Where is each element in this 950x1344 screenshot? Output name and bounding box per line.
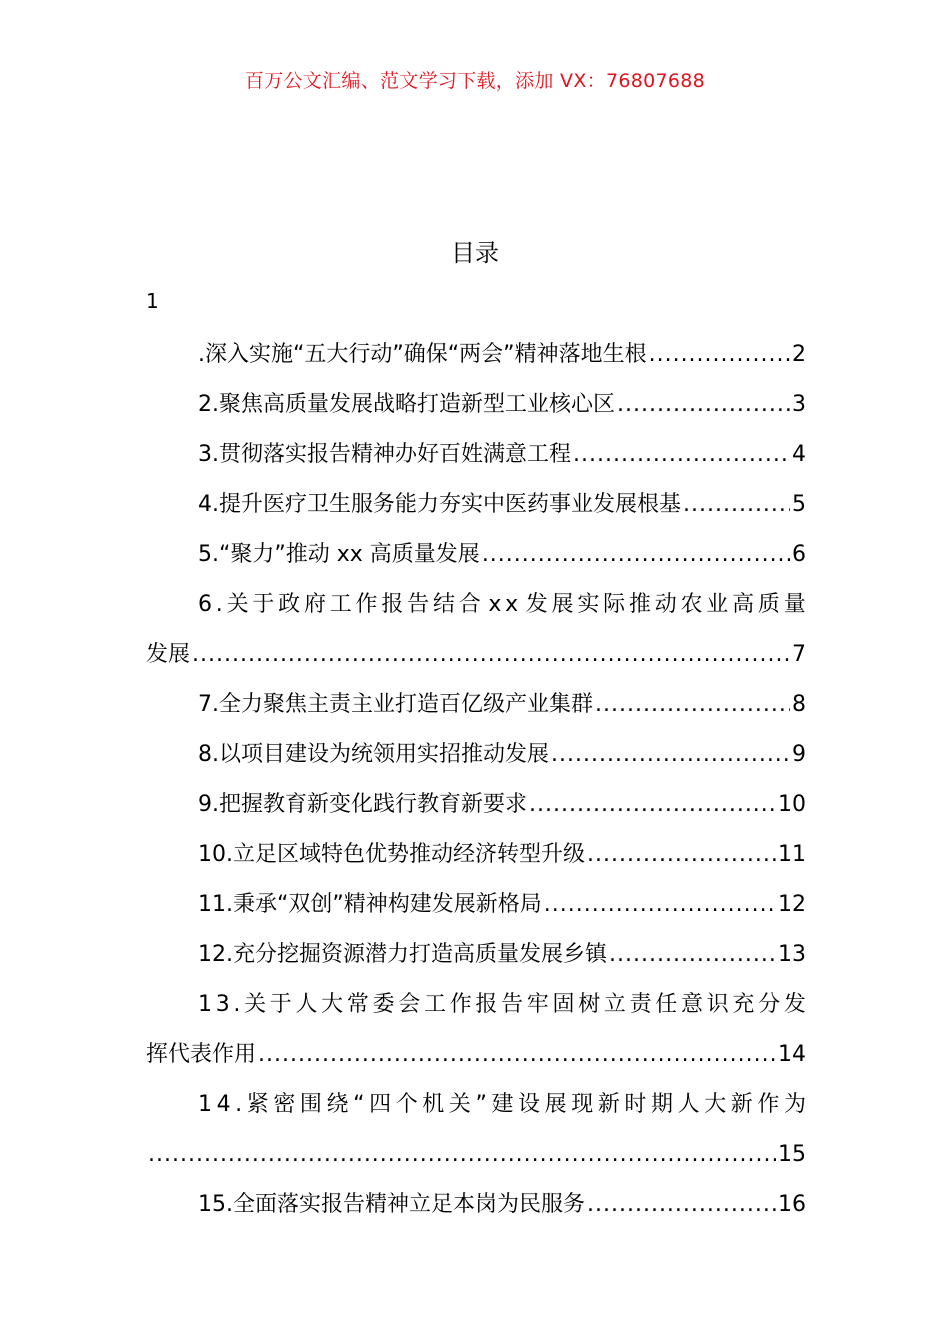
- toc-entry[interactable]: [146, 780, 806, 830]
- toc-entry-line: [146, 630, 806, 680]
- toc-entry-line: [146, 1130, 806, 1180]
- toc-entry-text: 8.以项目建设为统领用实招推动发展: [198, 742, 549, 767]
- toc-entry[interactable]: [146, 930, 806, 980]
- toc-entry-text-continued: 挥代表作用: [146, 1042, 257, 1067]
- toc-dot-leader: [587, 1180, 776, 1230]
- toc-entry[interactable]: [146, 380, 806, 430]
- toc-dot-leader: [544, 880, 776, 930]
- toc-entry-line: [146, 1030, 806, 1080]
- toc-entry-line: [146, 430, 806, 480]
- toc-entry-line: [146, 1180, 806, 1230]
- toc-entry-text: 12.充分挖掘资源潜力打造高质量发展乡镇: [198, 942, 607, 967]
- toc-entry-page: 16: [778, 1192, 806, 1217]
- toc-dot-leader: [482, 530, 790, 580]
- toc-title: 目录: [451, 239, 499, 267]
- toc-entry-line: [146, 530, 806, 580]
- toc-entry-line: [146, 680, 806, 730]
- toc-entry-page: 3: [792, 392, 806, 417]
- toc-entry-text: .深入实施“五大行动”确保“两会”精神落地生根: [198, 342, 647, 367]
- toc-entry-line: [146, 1080, 806, 1130]
- toc-entry-page: 5: [792, 492, 806, 517]
- toc-entry-line: [146, 930, 806, 980]
- toc-dot-leader: [609, 930, 776, 980]
- toc-entry[interactable]: [146, 880, 806, 930]
- toc-lead-number: 1: [146, 289, 159, 313]
- toc-entry[interactable]: [146, 1080, 806, 1180]
- toc-entry-text-continued: 发展: [146, 642, 191, 667]
- toc-entry-text: 11.秉承“双创”精神构建发展新格局: [198, 892, 542, 917]
- toc-entry-text: 2.聚焦高质量发展战略打造新型工业核心区: [198, 392, 615, 417]
- toc-entry-line: [146, 980, 806, 1030]
- toc-list: [146, 330, 806, 1230]
- toc-entry-page: 6: [792, 542, 806, 567]
- toc-entry-page: 14: [778, 1042, 806, 1067]
- toc-entry-page: 11: [778, 842, 806, 867]
- toc-dot-leader: [573, 430, 790, 480]
- toc-entry-line: [146, 380, 806, 430]
- toc-entry-page: 10: [778, 792, 806, 817]
- toc-entry-text: 6 . 关 于 政 府 工 作 报 告 结 合 x x 发 展 实 际 推 动 农 业 高 质 量: [198, 592, 806, 617]
- toc-entry-line: [146, 580, 806, 630]
- toc-entry-line: [146, 480, 806, 530]
- toc-entry-text: 1 4 . 紧 密 围 绕 “ 四 个 机 关 ” 建 设 展 现 新 时 期 人 大 新 作 为: [198, 1092, 806, 1117]
- toc-entry-line: [146, 730, 806, 780]
- header-banner: 百万公文汇编、范文学习下载，添加 VX：76807688: [244, 70, 706, 92]
- toc-dot-leader: [148, 1130, 776, 1180]
- toc-entry[interactable]: [146, 580, 806, 680]
- toc-entry[interactable]: [146, 830, 806, 880]
- toc-entry[interactable]: [146, 980, 806, 1080]
- toc-entry-text: 4.提升医疗卫生服务能力夯实中医药事业发展根基: [198, 492, 681, 517]
- toc-entry[interactable]: [146, 530, 806, 580]
- toc-dot-leader: [617, 380, 790, 430]
- toc-entry-text: 1 3 . 关 于 人 大 常 委 会 工 作 报 告 牢 固 树 立 责 任 意 识 充 分 发: [198, 992, 806, 1017]
- toc-entry-page: 4: [792, 442, 806, 467]
- toc-entry-text: 9.把握教育新变化践行教育新要求: [198, 792, 527, 817]
- toc-entry-line: [146, 880, 806, 930]
- toc-entry[interactable]: [146, 1180, 806, 1230]
- toc-entry-text: 15.全面落实报告精神立足本岗为民服务: [198, 1192, 585, 1217]
- toc-entry-text: 5.“聚力”推动 xx 高质量发展: [198, 542, 480, 567]
- toc-entry-page: 15: [778, 1142, 806, 1167]
- toc-dot-leader: [683, 480, 790, 530]
- toc-entry-line: [146, 330, 806, 380]
- toc-dot-leader: [551, 730, 790, 780]
- toc-entry-page: 7: [792, 642, 806, 667]
- toc-dot-leader: [529, 780, 776, 830]
- toc-dot-leader: [595, 680, 790, 730]
- toc-entry-page: 9: [792, 742, 806, 767]
- toc-entry-line: [146, 830, 806, 880]
- toc-entry-text: 3.贯彻落实报告精神办好百姓满意工程: [198, 442, 571, 467]
- toc-entry-page: 13: [778, 942, 806, 967]
- toc-entry[interactable]: [146, 680, 806, 730]
- toc-entry-text: 10.立足区域特色优势推动经济转型升级: [198, 842, 585, 867]
- toc-entry[interactable]: [146, 480, 806, 530]
- toc-entry-text: 7.全力聚焦主责主业打造百亿级产业集群: [198, 692, 593, 717]
- toc-dot-leader: [258, 1030, 776, 1080]
- toc-entry[interactable]: [146, 430, 806, 480]
- toc-entry-line: [146, 780, 806, 830]
- toc-entry-page: 8: [792, 692, 806, 717]
- toc-entry[interactable]: [146, 330, 806, 380]
- toc-entry[interactable]: [146, 730, 806, 780]
- toc-dot-leader: [192, 630, 790, 680]
- toc-dot-leader: [649, 330, 790, 380]
- toc-dot-leader: [587, 830, 776, 880]
- toc-entry-page: 12: [778, 892, 806, 917]
- toc-entry-page: 2: [792, 342, 806, 367]
